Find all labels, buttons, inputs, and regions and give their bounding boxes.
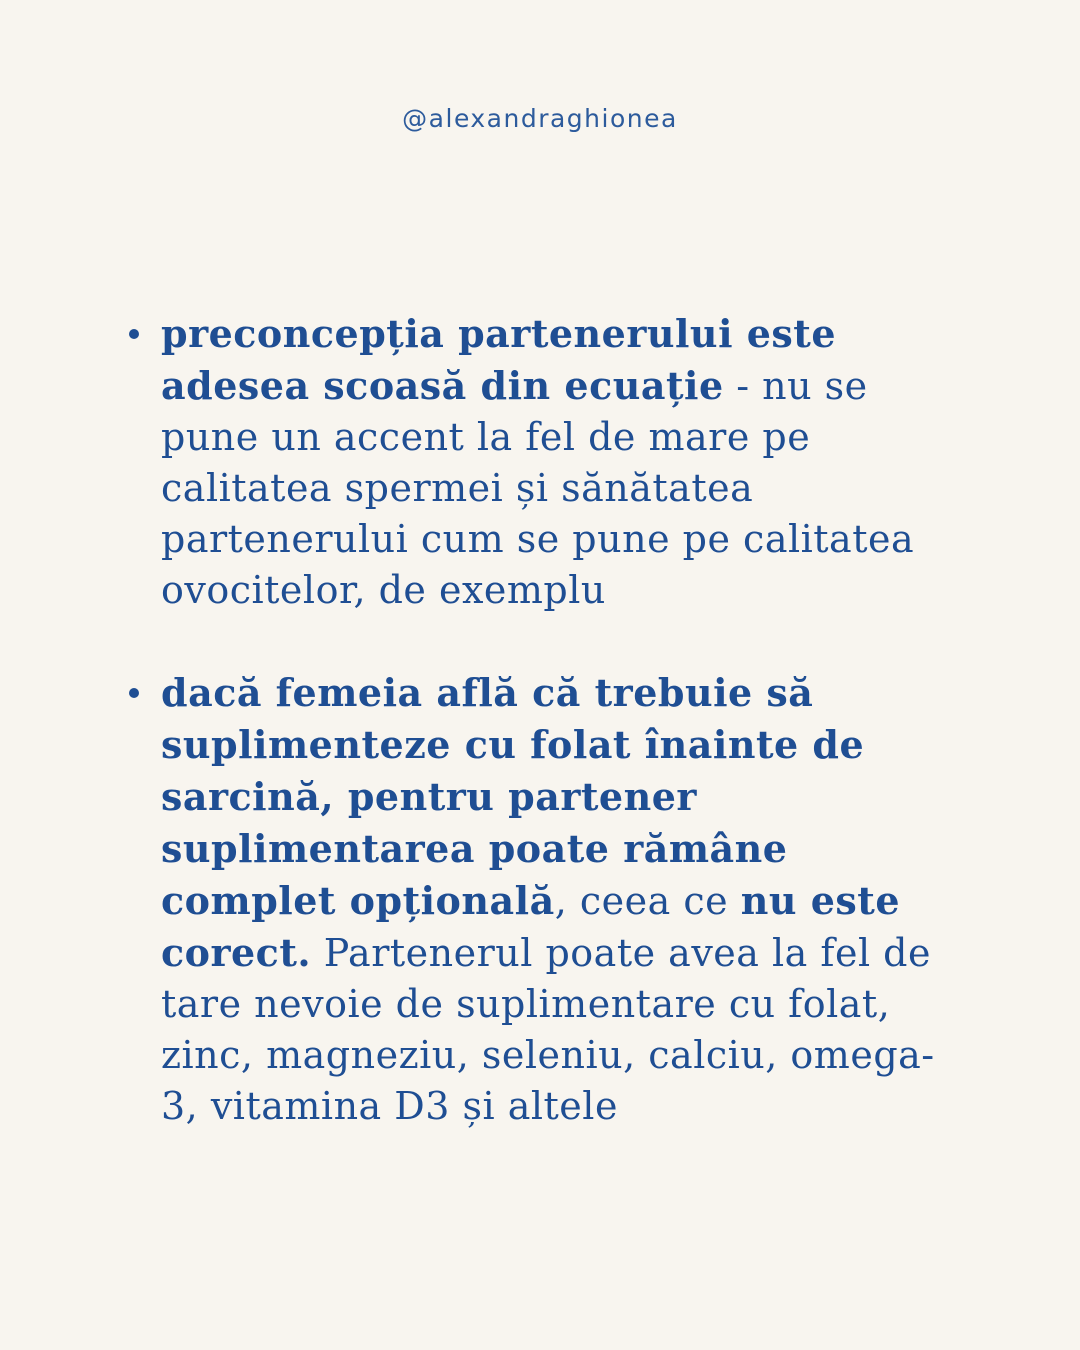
bullet-dot-icon [129, 329, 139, 339]
bullet-list [161, 308, 971, 1183]
item-text: , ceea ce [554, 879, 741, 923]
author-handle: @alexandraghionea [402, 104, 678, 133]
bullet-dot-icon [129, 688, 139, 698]
list-item [161, 667, 971, 1132]
item-bold-text: preconcepția partenerului este adesea scoasă din ecuație [161, 311, 837, 408]
item-bold-text: nu este corect. [161, 878, 901, 975]
list-item [161, 308, 971, 616]
item-text: - nu se pune un accent la fel de mare pe calitatea spermei și sănătatea partenerului cum se pune pe calitatea ovocitelor, de exemplu [161, 364, 915, 612]
item-bold-text: dacă femeia află că trebuie să suplimenteze cu folat înainte de sarcină, pentru partener suplimentarea poate rămâne complet opțională [161, 670, 865, 923]
item-text: Partenerul poate avea la fel de tare nevoie de suplimentare cu folat, zinc, magneziu, seleniu, calciu, omega-3, vitamina D3 și altele [161, 931, 935, 1128]
